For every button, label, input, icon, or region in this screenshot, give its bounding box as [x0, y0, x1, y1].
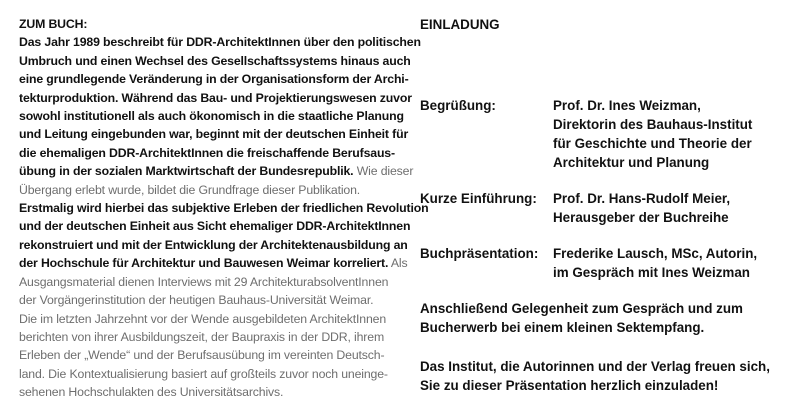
- description-fragment-bold: übung in der sozialen Marktwirtschaft der Bundesrepublik.: [19, 164, 354, 179]
- closing-line: Anschließend Gelegenheit zum Gespräch und zum: [420, 301, 743, 316]
- program-label: Begrüßung:: [420, 98, 496, 113]
- description-line: sowohl institutionell als auch ökonomisch in die staatliche Planung: [19, 109, 404, 124]
- program-value: [553, 96, 790, 172]
- program-value-line: für Geschichte und Theorie der: [553, 136, 752, 151]
- program-value: [553, 189, 790, 227]
- book-heading: ZUM BUCH:: [19, 17, 88, 31]
- description-line: Das Jahr 1989 beschreibt für DDR-ArchitektInnen über den politischen: [19, 35, 421, 50]
- description-line: der Vorgängerinstitution der heutigen Bauhaus-Universität Weimar.: [19, 293, 374, 308]
- program-row-presentation: [420, 244, 790, 282]
- description-fragment-bold: der Hochschule für Architektur und Bauwesen Weimar korreliert.: [19, 256, 389, 271]
- description-fragment-grey: Als: [388, 256, 408, 271]
- description-line: die ehemaligen DDR-ArchitektInnen die freischaffende Berufsaus-: [19, 145, 395, 160]
- description-line: und Leitung eingebunden war, beginnt mit der deutschen Einheit für: [19, 127, 409, 142]
- description-line: Übergang erlebt wurde, bildet die Grundfrage dieser Publikation.: [19, 182, 361, 197]
- description-line: Erleben der „Wende“ und der Berufsausübung im vereinten Deutsch-: [19, 348, 385, 363]
- program-value-line: Direktorin des Bauhaus-Institut: [553, 117, 753, 132]
- closing-paragraph: [420, 299, 790, 337]
- program-value: [553, 244, 790, 282]
- program-value-line: Prof. Dr. Hans-Rudolf Meier,: [553, 191, 731, 206]
- program-value-line: Frederike Lausch, MSc, Autorin,: [553, 246, 758, 261]
- description-line: [19, 162, 414, 180]
- program-label: Kurze Einführung:: [420, 191, 537, 206]
- description-line: Die im letzten Jahrzehnt vor der Wende ausgebildeten ArchitektInnen: [19, 311, 387, 326]
- program-row-greeting: [420, 96, 790, 172]
- closing-line: Bucherwerb bei einem kleinen Sektempfang.: [420, 320, 705, 335]
- description-line: berichten von ihrer Ausbildungszeit, der Baupraxis in der DDR, ihrem: [19, 329, 385, 344]
- program-value-line: im Gespräch mit Ines Weizman: [553, 265, 750, 280]
- program-value-line: Prof. Dr. Ines Weizman,: [553, 98, 701, 113]
- description-line: eine grundlegende Veränderung in der Organisationsform der Archi-: [19, 72, 409, 87]
- description-line: land. Die Kontextualisierung basiert auf großteils zuvor noch uneinge-: [19, 366, 388, 381]
- description-line: und der deutschen Einheit aus Sicht ehemaliger DDR-ArchitektInnen: [19, 219, 411, 234]
- closing-line: Das Institut, die Autorinnen und der Verlag freuen sich,: [420, 359, 770, 374]
- program-label: Buchpräsentation:: [420, 246, 539, 261]
- description-line: [19, 254, 408, 272]
- invitation-section: [420, 15, 790, 415]
- program-row-introduction: [420, 189, 790, 227]
- description-line: tekturproduktion. Während das Bau- und Projektierungswesen zuvor: [19, 90, 412, 105]
- description-fragment-grey: Wie dieser: [353, 164, 414, 179]
- closing-text: [420, 299, 790, 395]
- description-line: rekonstruiert und mit der Entwicklung der Architektenausbildung an: [19, 237, 408, 252]
- description-line: Umbruch und einen Wechsel des Gesellschaftssystems hinaus auch: [19, 53, 411, 68]
- program-value-line: Herausgeber der Buchreihe: [553, 210, 729, 225]
- program-value-line: Architektur und Planung: [553, 155, 710, 170]
- invitation-title: EINLADUNG: [420, 17, 500, 32]
- description-line: Ausgangsmaterial dienen Interviews mit 29 ArchitekturabsolventInnen: [19, 274, 389, 289]
- description-line: sehenen Hochschulakten des Universitätsarchivs.: [19, 385, 284, 400]
- description-line: Erstmalig wird hierbei das subjektive Erleben der friedlichen Revolution: [19, 201, 429, 216]
- book-description: [19, 15, 429, 402]
- closing-line: Sie zu dieser Präsentation herzlich einzuladen!: [420, 378, 719, 393]
- closing-paragraph: [420, 357, 790, 395]
